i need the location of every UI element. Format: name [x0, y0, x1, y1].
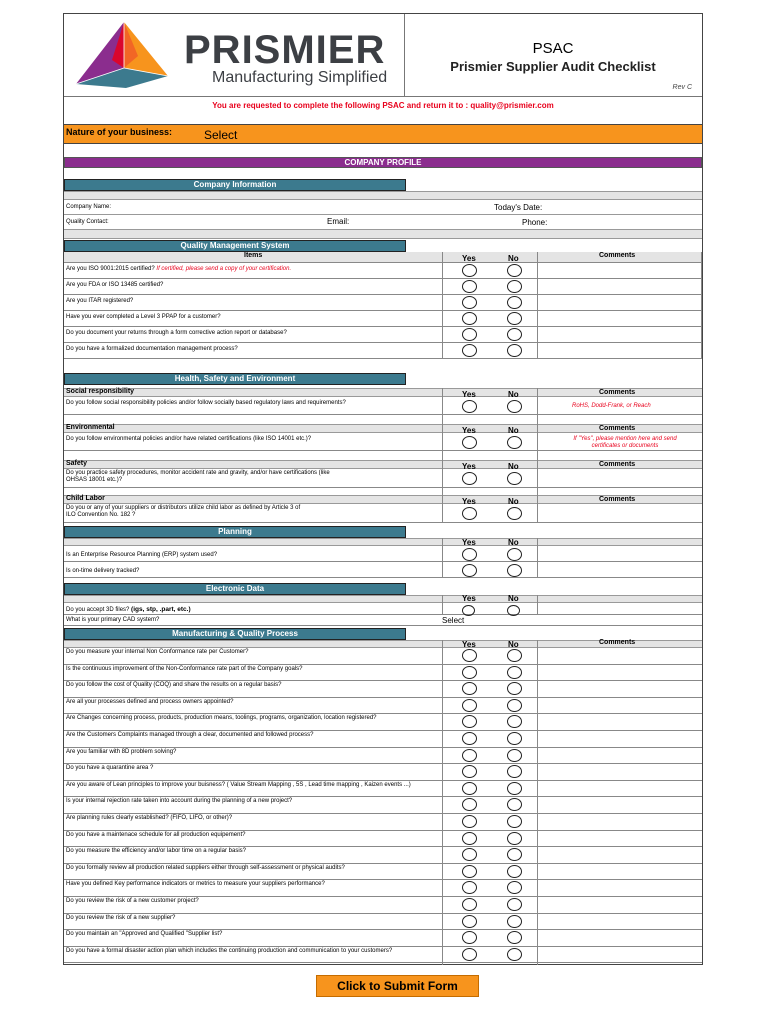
business-nature-label: Nature of your business:	[66, 127, 173, 137]
no-radio[interactable]	[507, 605, 520, 616]
revision-label: Rev C	[672, 84, 692, 91]
no-radio[interactable]	[507, 865, 522, 878]
submit-form-button[interactable]: Click to Submit Form	[316, 975, 479, 997]
no-radio[interactable]	[507, 312, 522, 325]
prismier-logo	[72, 20, 168, 90]
child-yes-header: Yes	[462, 497, 476, 506]
no-radio[interactable]	[507, 749, 522, 762]
question-text: Do you practice safety procedures, monitor accident rate and gravity, and/or have certifications (like	[66, 470, 330, 476]
cad-system-select[interactable]: Select	[442, 616, 465, 625]
child-no-header: No	[508, 497, 519, 506]
mqp-row	[64, 665, 702, 682]
no-radio[interactable]	[507, 898, 522, 911]
yes-radio[interactable]	[462, 400, 477, 413]
question-text: Do you review the risk of a new supplier?	[66, 914, 176, 921]
mqp-row	[64, 781, 702, 798]
question-text: Do you or any of your suppliers or distributors utilize child labor as defined by Article 3 of	[66, 505, 301, 511]
yes-radio[interactable]	[462, 649, 477, 662]
todays-date-label: Today's Date:	[494, 203, 543, 212]
edata-no-header: No	[508, 594, 519, 603]
env-note-line-2: certificates or documents	[591, 443, 659, 449]
audit-form	[63, 13, 703, 965]
brand-tagline: Manufacturing Simplified	[212, 69, 388, 86]
question-text: Do you have a formalized documentation management process?	[66, 346, 238, 352]
social-note: RoHS, Dodd-Frank, or Reach	[572, 403, 651, 409]
no-radio[interactable]	[507, 915, 522, 928]
no-radio[interactable]	[507, 264, 522, 277]
company-name-label: Company Name:	[66, 204, 112, 210]
mqp-header: Manufacturing & Quality Process	[64, 628, 406, 640]
certification-note: If certified, please send a copy of your certification.	[156, 266, 292, 272]
todays-date-field[interactable]	[559, 201, 699, 212]
qms-row-4	[64, 311, 702, 327]
child-comments-header: Comments	[599, 496, 636, 503]
request-instructions: You are requested to complete the following PSAC and return it to : quality@prismier.com	[212, 101, 554, 110]
question-text: Is an Enterprise Resource Planning (ERP) system used?	[66, 552, 218, 558]
safety-comments-header: Comments	[599, 461, 636, 468]
brand-name: PRISMIER	[184, 28, 386, 72]
no-radio[interactable]	[507, 280, 522, 293]
yes-radio[interactable]	[462, 328, 477, 341]
yes-radio[interactable]	[462, 832, 477, 845]
mqp-row	[64, 880, 702, 897]
question-text: Do you accept 3D files?	[66, 607, 130, 613]
question-text: Are Changes concerning process, products, production means, toolings, programs, organization, location registered?	[66, 715, 377, 722]
yes-radio[interactable]	[462, 815, 477, 828]
qms-row-3	[64, 295, 702, 311]
mqp-row	[64, 814, 702, 831]
yes-radio[interactable]	[462, 605, 475, 616]
no-radio[interactable]	[507, 436, 522, 449]
question-text: Are you FDA or ISO 13485 certified?	[66, 282, 164, 288]
question-text: Do you have a formal disaster action plan which includes the continuing production and communication to your customers?	[66, 947, 393, 954]
quality-contact-label: Quality Contact:	[66, 219, 109, 225]
yes-radio[interactable]	[462, 732, 477, 745]
no-radio[interactable]	[507, 564, 522, 577]
yes-radio[interactable]	[462, 296, 477, 309]
no-radio[interactable]	[507, 400, 522, 413]
form-title: Prismier Supplier Audit Checklist	[450, 59, 656, 74]
no-radio[interactable]	[507, 948, 522, 961]
mqp-row	[64, 947, 702, 964]
qms-no-header: No	[508, 254, 519, 263]
yes-radio[interactable]	[462, 898, 477, 911]
social-no-header: No	[508, 390, 519, 399]
mqp-no-header: No	[508, 640, 519, 649]
yes-radio[interactable]	[462, 264, 477, 277]
no-radio[interactable]	[507, 815, 522, 828]
no-radio[interactable]	[507, 699, 522, 712]
question-text: Are planning rules clearly established? (FIFO, LIFO, or other)?	[66, 815, 233, 821]
yes-radio[interactable]	[462, 782, 477, 795]
question-text: Are you ITAR registered?	[66, 298, 134, 304]
form-header	[64, 14, 702, 97]
yes-radio[interactable]	[462, 666, 477, 679]
yes-radio[interactable]	[462, 915, 477, 928]
question-text: Is the continuous improvement of the Non-Conformance rate part of the Company goals?	[66, 665, 303, 672]
company-profile-banner	[64, 157, 702, 168]
yes-radio[interactable]	[462, 436, 477, 449]
electronic-data-header: Electronic Data	[64, 583, 406, 595]
no-radio[interactable]	[507, 344, 522, 357]
no-radio[interactable]	[507, 472, 522, 485]
qms-header: Quality Management System	[64, 240, 406, 252]
question-text: Do you have a maintenace schedule for all production equipement?	[66, 831, 246, 838]
email-field[interactable]	[359, 215, 499, 226]
items-header: Items	[244, 252, 263, 259]
question-text: Do you document your returns through a form corrective action report or database?	[66, 330, 287, 336]
mqp-row	[64, 648, 702, 665]
no-radio[interactable]	[507, 296, 522, 309]
question-text: Are the Customers Complaints managed through a clear, documented and followed process?	[66, 732, 314, 738]
mqp-row	[64, 731, 702, 748]
phone-field[interactable]	[559, 216, 699, 227]
safety-yes-header: Yes	[462, 462, 476, 471]
no-radio[interactable]	[507, 666, 522, 679]
mqp-row	[64, 714, 702, 731]
phone-label: Phone:	[522, 218, 548, 227]
safety-no-header: No	[508, 462, 519, 471]
mqp-row	[64, 748, 702, 765]
planning-no-header: No	[508, 538, 519, 547]
mqp-row	[64, 897, 702, 914]
edata-yes-header: Yes	[462, 594, 476, 603]
no-radio[interactable]	[507, 649, 522, 662]
no-radio[interactable]	[507, 548, 522, 561]
planning-row-1	[64, 546, 702, 562]
social-row	[64, 397, 702, 415]
no-radio[interactable]	[507, 328, 522, 341]
question-text: Is on-time delivery tracked?	[66, 568, 140, 574]
no-radio[interactable]	[507, 507, 522, 520]
question-text: Do you measure the efficiency and/or labor time on a regular basis?	[66, 848, 246, 855]
question-text: Are you ISO 9001:2015 certified?	[66, 266, 155, 272]
mqp-row	[64, 831, 702, 848]
yes-radio[interactable]	[462, 564, 477, 577]
question-text: Are all your processes defined and process owners appointed?	[66, 698, 234, 705]
question-text: Have you defined Key performance indicators or metrics to measure your suppliers performance?	[66, 881, 325, 888]
planning-row-2	[64, 562, 702, 578]
yes-radio[interactable]	[462, 948, 477, 961]
mqp-row	[64, 698, 702, 715]
mqp-row	[64, 864, 702, 881]
mqp-comments-header: Comments	[599, 639, 636, 646]
social-yes-header: Yes	[462, 390, 476, 399]
business-nature-select[interactable]: Select	[204, 128, 238, 142]
file-formats: (igs, stp, .part, etc.)	[131, 606, 191, 613]
mqp-row	[64, 847, 702, 864]
company-profile-title: COMPANY PROFILE	[344, 158, 422, 167]
qms-yes-header: Yes	[462, 254, 476, 263]
mqp-row	[64, 930, 702, 947]
question-text: Do you follow the cost of Quality (COQ) and share the results on a regular basis?	[66, 682, 282, 689]
mqp-row	[64, 797, 702, 814]
question-text: Are you aware of Lean principles to improve your buisness? ( Value Stream Mapping , 5S , Lead time mapping , Kaizen events ...)	[66, 781, 411, 788]
planning-yes-header: Yes	[462, 538, 476, 547]
question-text-cont: ILO Convention No. 182 ?	[66, 512, 136, 518]
yes-radio[interactable]	[462, 749, 477, 762]
question-text: Do you review the risk of a new customer project?	[66, 898, 199, 904]
env-no-header: No	[508, 426, 519, 435]
planning-header: Planning	[64, 526, 406, 538]
safety-label: Safety	[66, 460, 88, 467]
question-text: What is your primary CAD system?	[66, 617, 160, 623]
qms-row-1	[64, 263, 702, 279]
env-note-line-1: If "Yes", please mention here and send	[573, 436, 677, 442]
yes-radio[interactable]	[462, 344, 477, 357]
yes-radio[interactable]	[462, 548, 477, 561]
question-text-cont: OHSAS 18001 etc.)?	[66, 477, 123, 483]
question-text: Do you follow social responsibility policies and/or follow socially based regulatory laws and requirements?	[66, 400, 346, 406]
no-radio[interactable]	[507, 732, 522, 745]
question-text: Are you familiar with 8D problem solving?	[66, 748, 177, 755]
social-label: Social responsibility	[66, 388, 135, 395]
question-text: Have you ever completed a Level 3 PPAP for a customer?	[66, 314, 221, 320]
env-yes-header: Yes	[462, 426, 476, 435]
yes-radio[interactable]	[462, 472, 477, 485]
edata-row-2	[64, 615, 702, 626]
social-comments-header: Comments	[599, 389, 636, 396]
question-text: Do you follow environmental policies and/or have related certifications (like ISO 14001 etc.)?	[66, 436, 312, 442]
company-name-field[interactable]	[154, 201, 454, 212]
safety-row	[64, 469, 702, 488]
environmental-label: Environmental	[66, 424, 115, 431]
question-text: Do you measure your internal Non Conformance rate per Customer?	[66, 649, 249, 655]
mqp-yes-header: Yes	[462, 640, 476, 649]
qms-row-2	[64, 279, 702, 295]
question-text: Do you have a quarantine area ?	[66, 765, 154, 772]
yes-radio[interactable]	[462, 699, 477, 712]
hse-header: Health, Safety and Environment	[64, 373, 406, 385]
mqp-row	[64, 681, 702, 698]
question-text: Is your internal rejection rate taken into account during the planning of a new project?	[66, 798, 293, 805]
question-text: Do you formally review all production related suppliers either through self-assessment or physical audits?	[66, 864, 345, 871]
environmental-row	[64, 433, 702, 451]
child-labor-label: Child Labor	[66, 495, 105, 502]
qms-row-5	[64, 327, 702, 343]
mqp-row	[64, 914, 702, 931]
qms-row-6	[64, 343, 702, 359]
no-radio[interactable]	[507, 782, 522, 795]
yes-radio[interactable]	[462, 865, 477, 878]
yes-radio[interactable]	[462, 507, 477, 520]
child-labor-row	[64, 504, 702, 523]
business-nature-row	[64, 124, 702, 144]
edata-row-1	[64, 603, 702, 615]
question-text: Do you maintain an "Approved and Qualified "Supplier list?	[66, 931, 223, 938]
yes-radio[interactable]	[462, 280, 477, 293]
mqp-row	[64, 764, 702, 781]
yes-radio[interactable]	[462, 312, 477, 325]
form-code: PSAC	[532, 40, 574, 57]
email-label: Email:	[327, 217, 350, 226]
company-info-header: Company Information	[64, 179, 406, 191]
env-comments-header: Comments	[599, 425, 636, 432]
qms-comments-header: Comments	[599, 252, 636, 259]
no-radio[interactable]	[507, 832, 522, 845]
